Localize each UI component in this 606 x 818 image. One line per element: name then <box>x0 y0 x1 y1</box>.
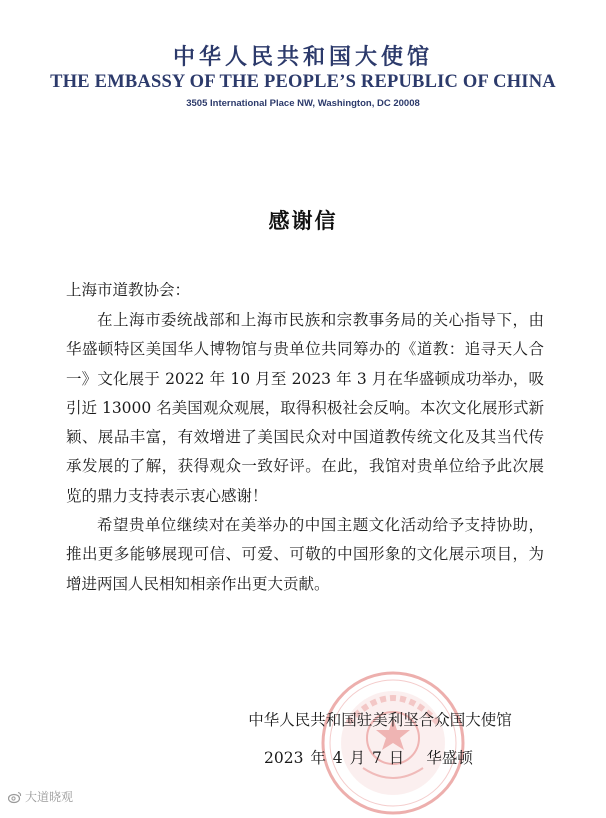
letter-place: 华盛顿 <box>426 749 473 767</box>
letter-paragraph: 希望贵单位继续对在美举办的中国主题文化活动给予支持协助，推出更多能够展现可信、可爱、可敬的中国形象的文化展示项目，为增进两国人民相知相亲作出更大贡献。 <box>66 516 544 593</box>
letter-body <box>66 306 544 599</box>
official-seal-icon <box>318 668 468 818</box>
signature-line: 中华人民共和国驻美利坚合众国大使馆 <box>248 711 512 729</box>
letterhead-chinese-name: 中华人民共和国大使馆 <box>172 44 433 70</box>
letterhead-address: 3505 International Place NW, Washington, DC 20008 <box>186 98 420 109</box>
letter-paragraph: 在上海市委统战部和上海市民族和宗教事务局的关心指导下，由华盛顿特区美国华人博物馆与贵单位共同筹办的《道教：追寻天人合一》文化展于 2022 年 10 月至 2023 年 3 月在华盛顿成功举办，吸引近 13000 名美国观众观展，取得积极社会反响。本次文化展形式新颖、展品丰富，有效增进了美国民众对中国道教传统文化及其当代传承发展的了解，获得观众一致好评。在此，我馆对贵单位给予此次展览的鼎力支持表示衷心感谢！ <box>66 311 544 505</box>
watermark-text: 大道晓观 <box>25 790 74 804</box>
date-place-line <box>264 746 473 768</box>
letter-salutation: 上海市道教协会： <box>66 281 191 299</box>
watermark <box>8 788 73 805</box>
letter-title: 感谢信 <box>268 208 338 233</box>
letterhead-english-name: THE EMBASSY OF THE PEOPLE’S REPUBLIC OF CHINA <box>50 72 556 92</box>
weibo-logo-icon <box>8 790 22 804</box>
letter-date: 2023 年 4 月 7 日 <box>264 749 405 767</box>
